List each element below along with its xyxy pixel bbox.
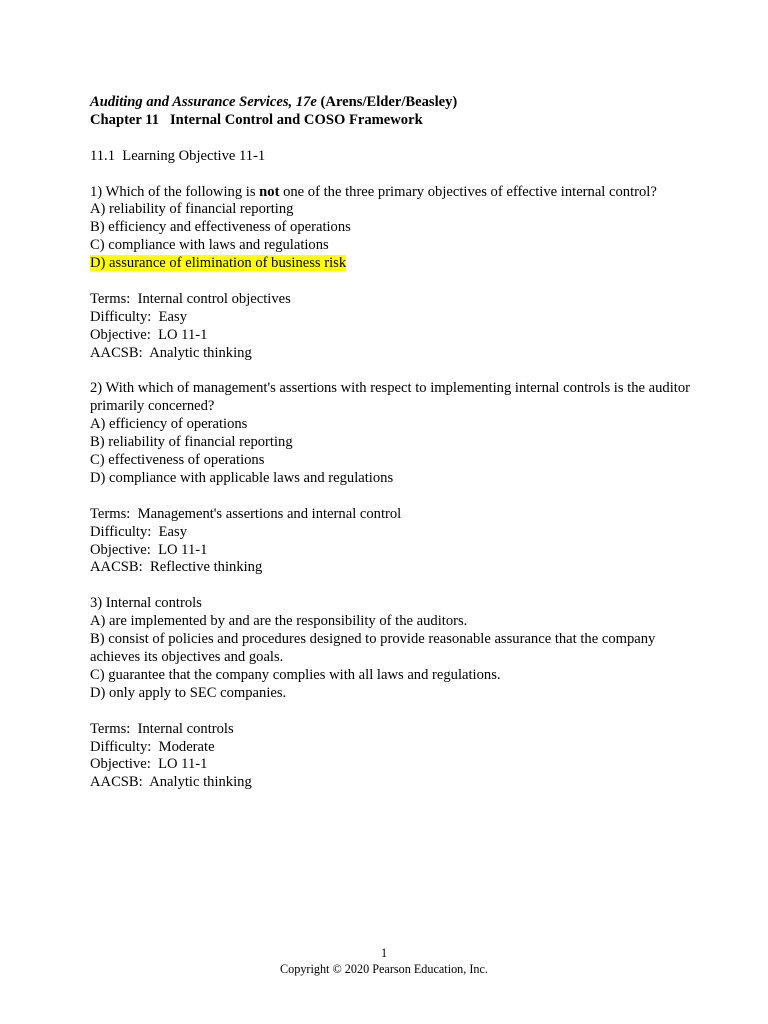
page-number: 1 xyxy=(380,946,388,960)
option-c: C) effectiveness of operations xyxy=(90,452,265,469)
option-d: D) compliance with applicable laws and regulations xyxy=(90,469,394,486)
question-aacsb: AACSB: Reflective thinking xyxy=(90,559,263,576)
question-terms: Terms: Internal controls xyxy=(90,720,234,737)
question-difficulty: Difficulty: Easy xyxy=(90,523,188,540)
option-b: B) consist of policies and procedures designed to provide reasonable assurance that the company achieves its objectives and goals. xyxy=(90,631,656,665)
option-a: A) reliability of financial reporting xyxy=(90,201,294,218)
option-d-answer xyxy=(90,255,690,273)
book-header xyxy=(90,94,690,112)
question-terms: Terms: Management's assertions and internal control xyxy=(90,505,402,522)
question-terms: Terms: Internal control objectives xyxy=(90,290,291,307)
option-b: B) efficiency and effectiveness of operations xyxy=(90,219,351,236)
option-b: B) reliability of financial reporting xyxy=(90,434,293,451)
question-stem: 1) Which of the following is not one of the three primary objectives of effective internal control? xyxy=(90,183,657,200)
answer-highlight: D) assurance of elimination of business risk xyxy=(90,255,347,272)
option-c: C) compliance with laws and regulations xyxy=(90,237,329,254)
question-stem: 3) Internal controls xyxy=(90,595,202,612)
question-aacsb: AACSB: Analytic thinking xyxy=(90,774,252,791)
option-d: D) only apply to SEC companies. xyxy=(90,684,287,701)
question-objective: Objective: LO 11-1 xyxy=(90,326,208,343)
question-difficulty: Difficulty: Easy xyxy=(90,308,188,325)
chapter-title: Chapter 11 Internal Control and COSO Framework xyxy=(90,111,423,128)
option-a: A) efficiency of operations xyxy=(90,416,248,433)
copyright-notice: Copyright © 2020 Pearson Education, Inc. xyxy=(280,962,488,976)
option-a: A) are implemented by and are the responsibility of the auditors. xyxy=(90,613,468,630)
page-content xyxy=(90,94,690,792)
book-authors: (Arens/Elder/Beasley) xyxy=(316,94,458,110)
question-objective: Objective: LO 11-1 xyxy=(90,756,208,773)
question-3 xyxy=(90,595,690,792)
option-c: C) guarantee that the company complies with all laws and regulations. xyxy=(90,666,501,683)
question-stem: 2) With which of management's assertions with respect to implementing internal controls is the auditor primarily concerned? xyxy=(90,380,690,415)
section-label: 11.1 Learning Objective 11-1 xyxy=(90,147,266,164)
book-title: Auditing and Assurance Services, 17e xyxy=(90,94,317,110)
question-1 xyxy=(90,184,690,363)
question-objective: Objective: LO 11-1 xyxy=(90,541,208,558)
question-2 xyxy=(90,380,690,577)
question-aacsb: AACSB: Analytic thinking xyxy=(90,344,252,361)
question-difficulty: Difficulty: Moderate xyxy=(90,738,215,755)
